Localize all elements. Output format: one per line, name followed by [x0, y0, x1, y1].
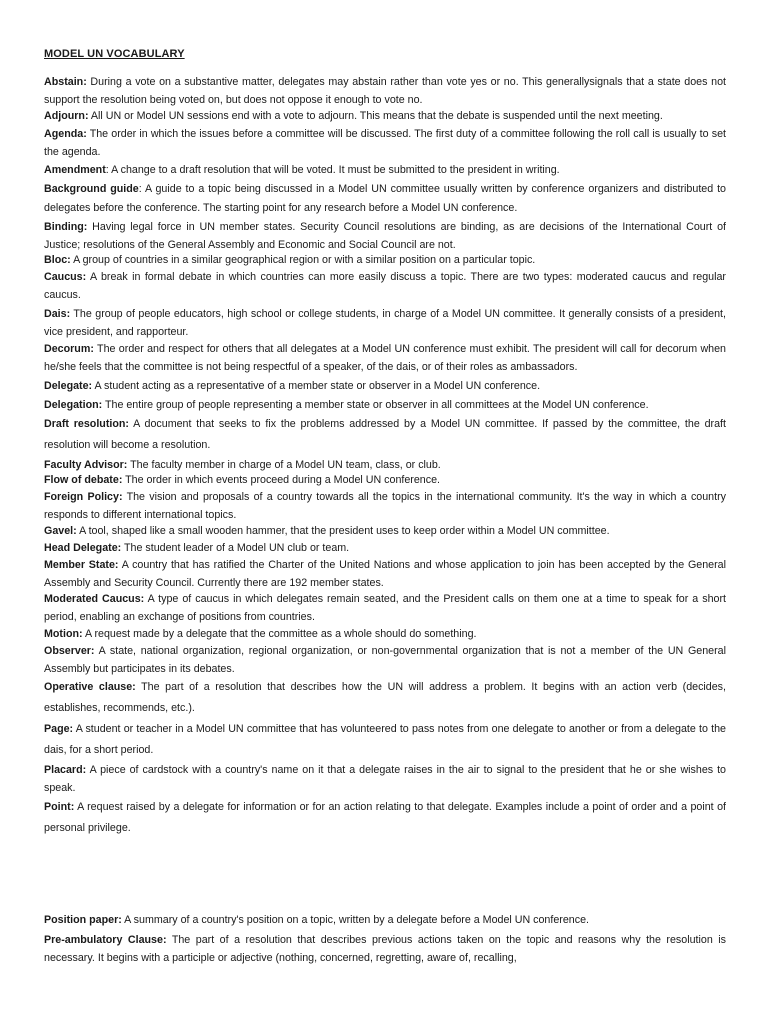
entry-term: Bloc: — [44, 254, 71, 266]
entry-definition: A piece of cardstock with a country's name on it that a delegate raises in the air to signal to the president that he or she wishes to speak. — [44, 764, 726, 794]
entry-definition: A tool, shaped like a small wooden hammer, that the president uses to keep order within a Model UN committee. — [76, 525, 610, 537]
entry-binding — [44, 219, 726, 254]
entry-term: Amendment — [44, 164, 106, 176]
entry-definition: The part of a resolution that describes how the UN will address a problem. It begins with an action verb (decides, establishes, recommends, etc.). — [44, 681, 726, 714]
entry-term: Faculty Advisor: — [44, 459, 128, 471]
entry-term: Operative clause: — [44, 681, 136, 693]
entry-definition: : A change to a draft resolution that will be voted. It must be submitted to the president in writing. — [105, 164, 560, 176]
entry-page — [44, 719, 726, 761]
entry-caucus — [44, 269, 726, 304]
entry-head-delegate — [44, 540, 726, 558]
entry-operative-clause — [44, 677, 726, 719]
entry-placard — [44, 762, 726, 797]
entry-term: Moderated Caucus: — [44, 593, 145, 605]
entry-motion — [44, 626, 726, 644]
entry-bloc — [44, 252, 726, 270]
entry-term: Foreign Policy: — [44, 491, 123, 503]
entry-term: Placard: — [44, 764, 87, 776]
entry-definition: A type of caucus in which delegates remain seated, and the President calls on them one at a time to speak for a short period, enabling an exchange of positions from countries. — [44, 593, 726, 623]
entry-term: Motion: — [44, 628, 83, 640]
entry-delegate — [44, 378, 726, 396]
entry-term: Abstain: — [44, 76, 87, 88]
entry-amendment — [44, 162, 726, 180]
entry-term: Flow of debate: — [44, 474, 123, 486]
entry-definition: The entire group of people representing a member state or observer in all committees at the Model UN conference. — [102, 399, 649, 411]
entry-moderated-caucus — [44, 591, 726, 626]
entry-decorum — [44, 341, 726, 376]
entry-term: Background guide — [44, 183, 139, 195]
entry-adjourn — [44, 108, 726, 126]
entry-term: Delegate: — [44, 380, 93, 392]
entry-definition: A request made by a delegate that the committee as a whole should do something. — [82, 628, 477, 640]
entry-definition: : A guide to a topic being discussed in a Model UN committee usually written by conference organizers and distributed to delegates before the conference. The starting point for any research before a Model UN conference. — [44, 183, 726, 214]
entry-definition: The group of people educators, high school or college students, in charge of a Model UN committee. It generally consists of a president, vice president, and rapporteur. — [44, 308, 726, 338]
entry-definition: All UN or Model UN sessions end with a vote to adjourn. This means that the debate is suspended until the next meeting. — [88, 110, 663, 122]
entry-definition: The part of a resolution that describes previous actions taken on the topic and reasons why the resolution is necessary. It begins with a participle or adjective (nothing, concerned, regretting, aware of, recalling, — [44, 934, 726, 964]
entry-definition: Having legal force in UN member states. Security Council resolutions are binding, as are decisions of the International Court of Justice; resolutions of the General Assembly and Economic and Social Council are not. — [44, 221, 726, 251]
entry-definition: A state, national organization, regional organization, or non-governmental organization that is not a member of the UN General Assembly but participates in its debates. — [44, 645, 726, 675]
entry-definition: The student leader of a Model UN club or team. — [121, 542, 350, 554]
entry-flow-of-debate — [44, 472, 726, 490]
entry-draft-resolution — [44, 414, 726, 456]
entry-term: Position paper: — [44, 914, 122, 926]
entry-dais — [44, 306, 726, 341]
entry-definition: The order and respect for others that all delegates at a Model UN conference must exhibit. The president will call for decorum when he/she feels that the committee is not being respectful of a speaker, of the dais, or of their roles as ambassadors. — [44, 343, 726, 373]
entry-definition: A break in formal debate in which countries can more easily discuss a topic. There are two types: moderated caucus and regular caucus. — [44, 271, 726, 301]
entry-term: Agenda: — [44, 128, 87, 140]
entry-pre-ambulatory-clause — [44, 932, 726, 967]
entry-definition: The order in which events proceed during a Model UN conference. — [122, 474, 441, 486]
entry-term: Delegation: — [44, 399, 103, 411]
entry-term: Caucus: — [44, 271, 87, 283]
entry-term: Decorum: — [44, 343, 94, 355]
entry-gavel — [44, 523, 726, 541]
entry-agenda — [44, 126, 726, 161]
entry-term: Pre-ambulatory Clause: — [44, 934, 167, 946]
entry-observer — [44, 643, 726, 678]
entry-definition: A student acting as a representative of a member state or observer in a Model UN conference. — [92, 380, 541, 392]
entry-term: Binding: — [44, 221, 88, 233]
entry-foreign-policy — [44, 489, 726, 524]
entry-point — [44, 797, 726, 839]
entry-term: Dais: — [44, 308, 71, 320]
entry-definition: During a vote on a substantive matter, delegates may abstain rather than vote yes or no. This generallysignals that a state does not support the resolution being voted on, but does not oppose it enough to vote no. — [44, 76, 726, 106]
entry-term: Gavel: — [44, 525, 77, 537]
entry-term: Page: — [44, 723, 74, 735]
entry-definition: A request raised by a delegate for information or for an action relating to that delegate. Examples include a point of order and a point of personal privilege. — [44, 801, 726, 834]
entry-definition: A country that has ratified the Charter of the United Nations and whose application to join has been accepted by the General Assembly and Security Council. Currently there are 192 member states. — [44, 559, 726, 589]
entry-definition: The vision and proposals of a country towards all the topics in the international community. It's the way in which a country responds to different international topics. — [44, 491, 726, 521]
entry-delegation — [44, 397, 726, 415]
entry-definition: A summary of a country's position on a topic, written by a delegate before a Model UN conference. — [121, 914, 589, 926]
entry-term: Draft resolution: — [44, 418, 129, 430]
entry-term: Observer: — [44, 645, 95, 657]
entry-position-paper — [44, 912, 726, 930]
entry-member-state — [44, 557, 726, 592]
entry-term: Adjourn: — [44, 110, 89, 122]
entry-definition: The faculty member in charge of a Model UN team, class, or club. — [127, 459, 441, 471]
entry-background-guide — [44, 180, 726, 218]
entry-definition: The order in which the issues before a committee will be discussed. The first duty of a committee following the roll call is usually to set the agenda. — [44, 128, 726, 158]
entry-term: Point: — [44, 801, 75, 813]
entry-definition: A student or teacher in a Model UN committee that has volunteered to pass notes from one delegate to another or from a delegate to the dais, for a short period. — [44, 723, 726, 756]
entry-abstain — [44, 74, 726, 109]
document-title: MODEL UN VOCABULARY — [44, 48, 185, 60]
entry-definition: A group of countries in a similar geographical region or with a similar position on a particular topic. — [70, 254, 536, 266]
entry-term: Member State: — [44, 559, 119, 571]
entry-definition: A document that seeks to fix the problems addressed by a Model UN committee. If passed by the committee, the draft resolution will become a resolution. — [44, 418, 726, 451]
entry-term: Head Delegate: — [44, 542, 122, 554]
